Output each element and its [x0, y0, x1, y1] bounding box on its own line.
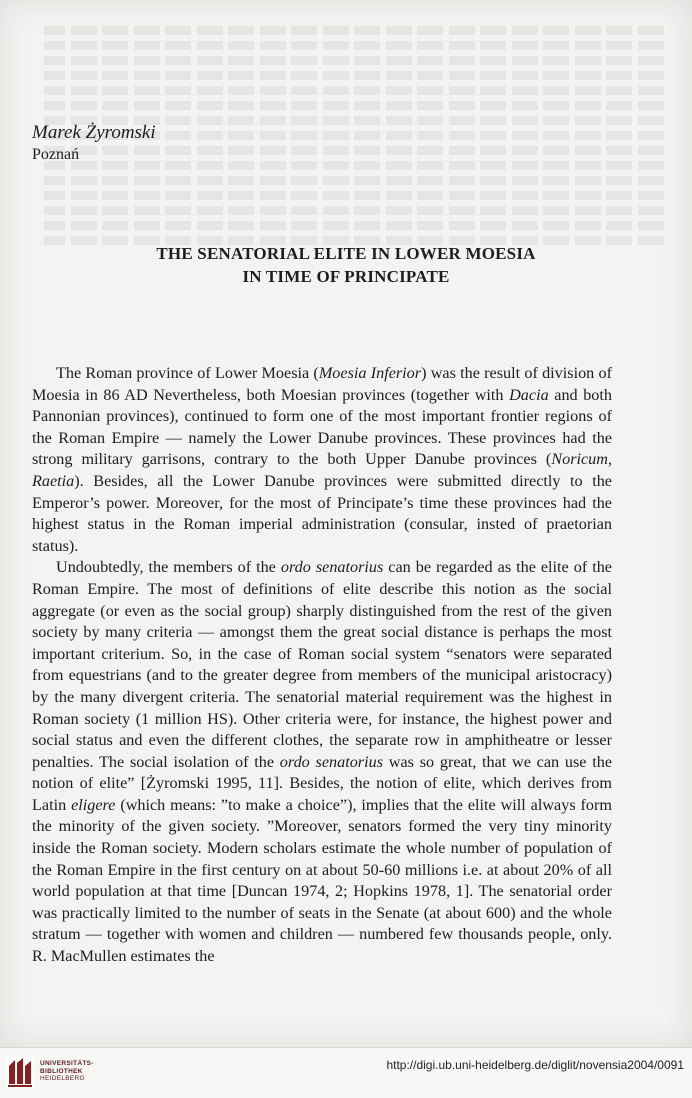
author-name: Marek Żyromski: [32, 122, 156, 143]
article-body: [32, 363, 612, 968]
italic-term: eligere: [71, 795, 116, 814]
library-name: [40, 1060, 94, 1083]
italic-term: Dacia: [509, 385, 549, 404]
article-title: [0, 242, 692, 288]
paragraph-2: Undoubtedly, the members of the ordo senatorius can be regarded as the elite of the Roman Empire. The most of definitions of elite describe this notion as the social aggregate (or even as the social group) sharply distinguished from the rest of the given society by many criteria — amongst them the great social distance is perhaps the most important criterium. So, in the case of Roman social system “senators were separated from equestrians (and to the greater degree from members of the municipal aristocracy) by the many divergent criteria. The senatorial material requirement was the highest in Roman society (1 million HS). Other criteria were, for instance, the highest power and social status and even the different clothes, the separate row in amphitheatre or lesser penalties. The social isolation of the ordo senatorius was so great, that we can use the notion of elite” [Żyromski 1995, 11]. Besides, the notion of elite, which derives from Latin eligere (which means: ”to make a choice”), implies that the elite will always form the minority of the given society. ”Moreover, senators formed the very tiny minority inside the Roman society. Modern scholars estimate the whole number of population of the Roman Empire in the first century on at about 50-60 millions i.e. at about 20% of all world population at that time [Duncan 1974, 2; Hopkins 1978, 1]. The senatorial order was practically limited to the number of seats in the Senate (at about 600) and the whole stratum — together with women and children — numbered few thousands people, only. R. MacMullen estimates the: [32, 558, 613, 966]
italic-term: Moesia Inferior: [318, 364, 422, 382]
library-name-line-2: BIBLIOTHEK: [40, 1067, 83, 1075]
footer-bar: [0, 1047, 692, 1098]
library-name-line-1: UNIVERSITÄTS-: [40, 1060, 94, 1067]
title-line-1: THE SENATORIAL ELITE IN LOWER MOESIA: [156, 244, 536, 263]
library-name-line-3: HEIDELBERG: [40, 1075, 85, 1082]
author-affiliation: Poznań: [32, 146, 80, 163]
heidelberg-library-logo-icon[interactable]: [6, 1056, 34, 1088]
italic-term: Noricum, Raetia: [32, 450, 612, 490]
italic-term: ordo senatorius: [280, 558, 384, 577]
italic-term: ordo senatorius: [279, 752, 383, 771]
source-url-link[interactable]: http://digi.ub.uni-heidelberg.de/diglit/novensia2004/0091: [386, 1058, 684, 1072]
bleed-through-text: [44, 20, 664, 360]
title-line-2: IN TIME OF PRINCIPATE: [242, 267, 450, 286]
paragraph-1: The Roman province of Lower Moesia (Moesia Inferior) was the result of division of Moesia in 86 AD Nevertheless, both Moesian provinces (together with Dacia and both Pannonian provinces), continued to form one of the most important frontier regions of the Roman Empire — namely the Lower Danube provinces. These provinces had the strong military garrisons, contrary to the both Upper Danube provinces (Noricum, Raetia). Besides, all the Lower Danube provinces were submitted directly to the Emperor’s power. Moreover, for the most of Principate’s time these provinces had the highest status in the Roman imperial administration (consular, insted of praetorian status).: [32, 364, 612, 555]
